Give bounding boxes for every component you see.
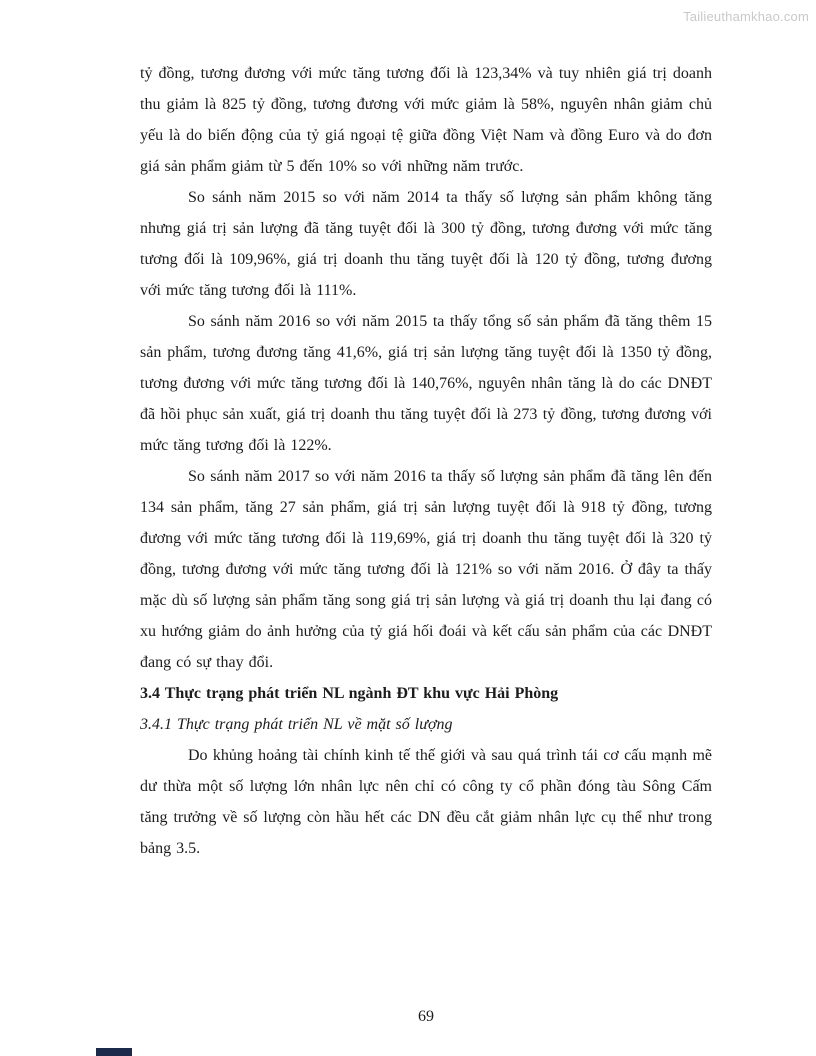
paragraph-compare-2015-2014: So sánh năm 2015 so với năm 2014 ta thấy số lượng sản phẩm không tăng nhưng giá trị sản lượng đã tăng tuyệt đối là 300 tỷ đồng, tương đương với mức tăng tương đối là 109,96%, giá trị doanh thu tăng tuyệt đối là 120 tỷ đồng, tương đương với mức tăng tương đối là 111%. <box>140 189 712 299</box>
section-heading-3-4: 3.4 Thực trạng phát triển NL ngành ĐT khu vực Hải Phòng <box>140 685 559 702</box>
page-body <box>140 58 712 864</box>
site-watermark: Tailieuthamkhao.com <box>683 9 809 24</box>
page-number: 69 <box>418 1008 434 1025</box>
paragraph-workforce-intro: Do khủng hoảng tài chính kinh tế thế giới và sau quá trình tái cơ cấu mạnh mẽ dư thừa một số lượng lớn nhân lực nên chỉ có công ty cổ phần đóng tàu Sông Cấm tăng trưởng về số lượng còn hầu hết các DN đều cắt giảm nhân lực cụ thể như trong bảng 3.5. <box>140 747 712 857</box>
scan-artifact-mark <box>96 1048 132 1056</box>
paragraph-compare-2016-2015: So sánh năm 2016 so với năm 2015 ta thấy tổng số sản phẩm đã tăng thêm 15 sản phẩm, tương đương tăng 41,6%, giá trị sản lượng tăng tuyệt đối là 1350 tỷ đồng, tương đương với mức tăng tương đối là 140,76%, nguyên nhân tăng là do các DNĐT đã hồi phục sản xuất, giá trị doanh thu tăng tuyệt đối là 273 tỷ đồng, tương đương với mức tăng tương đối là 122%. <box>140 313 712 454</box>
subsection-heading-3-4-1: 3.4.1 Thực trạng phát triển NL về mặt số lượng <box>140 716 453 733</box>
paragraph-compare-2017-2016: So sánh năm 2017 so với năm 2016 ta thấy số lượng sản phẩm đã tăng lên đến 134 sản phẩm, tăng 27 sản phẩm, giá trị sản lượng tuyệt đối là 918 tỷ đồng, tương đương với mức tăng tương đối là 119,69%, giá trị doanh thu tăng tuyệt đối là 320 tỷ đồng, tương đương với mức tăng tương đối là 121% so với năm 2016. Ở đây ta thấy mặc dù số lượng sản phẩm tăng song giá trị sản lượng và giá trị doanh thu lại đang có xu hướng giảm do ảnh hưởng của tỷ giá hối đoái và kết cấu sản phẩm của các DNĐT đang có sự thay đổi. <box>140 468 712 671</box>
paragraph-continuation: tỷ đồng, tương đương với mức tăng tương đối là 123,34% và tuy nhiên giá trị doanh thu giảm là 825 tỷ đồng, tương đương với mức giảm là 58%, nguyên nhân giảm chủ yếu là do biến động của tỷ giá ngoại tệ giữa đồng Việt Nam và đồng Euro và do đơn giá sản phẩm giảm từ 5 đến 10% so với những năm trước. <box>140 65 712 175</box>
